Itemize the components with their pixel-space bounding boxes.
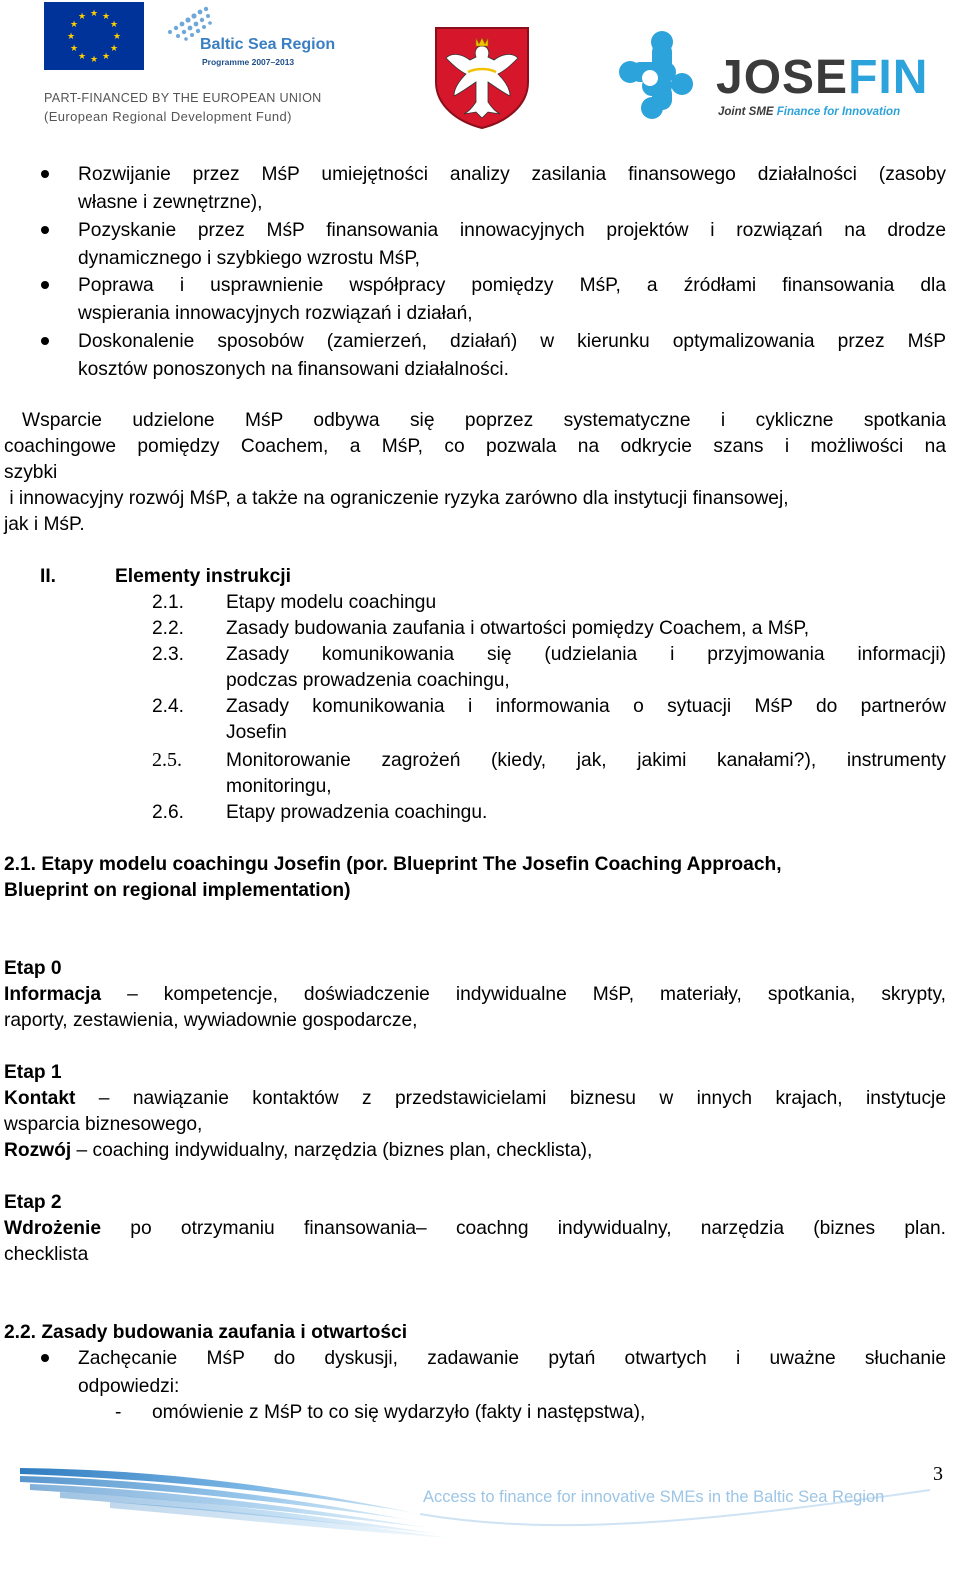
josefin-logo [608,30,929,122]
josefin-word-b: FIN [848,51,929,104]
bullet-icon [41,281,49,289]
stage-term: Rozwój [4,1140,72,1161]
eu-funding-line: PART-FINANCED BY THE EUROPEAN UNION [44,91,322,105]
bsr-programme: Programme 2007–2013 [202,57,295,67]
stage-line: wsparcia biznesowego, [4,1114,203,1135]
svg-text:★: ★ [77,52,87,62]
list-item-line: własne i zewnętrzne), [78,192,263,213]
stage-term: Informacja [4,984,102,1005]
toc-item: Zasady komunikowania się (udzielania i przyjmowania informacji) [226,644,946,665]
svg-text:★: ★ [109,44,119,54]
toc-item: podczas prowadzenia coachingu, [226,670,510,691]
list-item-line: Pozyskanie przez MśP finansowania innowacyjnych projektów i rozwiązań na drodze [78,220,946,241]
toc-number: 2.2. [152,618,185,639]
list-item-line: Doskonalenie sposobów (zamierzeń, działań) w kierunku optymalizowania przez MśP [78,331,946,352]
stage-label: Etap 2 [4,1192,62,1213]
paragraph-line: jak i MśP. [4,514,85,535]
toc-item: Monitorowanie zagrożeń (kiedy, jak, jakimi kanałami?), instrumenty [226,750,946,771]
section-title: Elementy instrukcji [115,566,291,587]
wave-decoration [0,1450,960,1586]
josefin-tagline [718,106,900,118]
toc-item: monitoringu, [226,776,332,797]
heading-line: Blueprint on regional implementation) [4,880,351,901]
svg-text:★: ★ [112,32,122,42]
list-item-line: kosztów ponoszonych na finansowani działalności. [78,359,509,380]
heading-2-2: 2.2. Zasady budowania zaufania i otwartości [4,1322,408,1343]
page-header [0,0,960,140]
bullet-icon [41,337,49,345]
josefin-tag-b: Finance for Innovation [776,106,901,118]
eu-logo-block [44,2,344,126]
coat-of-arms-logo [432,24,532,130]
stage-term: Wdrożenie [4,1218,102,1239]
stage-line [4,1219,946,1238]
list-item-line: Poprawa i usprawnienie współpracy pomiędzy MśP, a źródłami finansowania dla [78,275,946,296]
stage-line [4,1141,592,1160]
eu-fund-name: (European Regional Development Fund) [44,109,292,124]
paragraph-line: coachingowe pomiędzy Coachem, a MśP, co pozwala na odkrycie szans i możliwości na [4,436,946,457]
page-number: 3 [933,1463,943,1485]
josefin-wordmark [716,51,929,104]
page-footer [0,1450,960,1586]
svg-text:★: ★ [69,44,79,54]
eu-flag-logo [44,2,144,70]
svg-text:★: ★ [77,12,87,22]
toc-item: Etapy modelu coachingu [226,592,437,613]
svg-text:★: ★ [69,20,79,30]
stage-label: Etap 0 [4,958,62,979]
toc-number: 2.3. [152,644,185,665]
list-item-line: Zachęcanie MśP do dyskusji, zadawanie pytań otwartych i uważne słuchanie [78,1348,946,1369]
toc-number: 2.4. [152,696,185,717]
baltic-sea-region-logo [162,2,352,70]
toc-item: Zasady budowania zaufania i otwartości pomiędzy Coachem, a MśP, [226,618,810,639]
stage-label: Etap 1 [4,1062,62,1083]
list-item-line: dynamicznego i szybkiego wzrostu MśP, [78,248,420,269]
stage-line [4,1089,946,1108]
list-item-line: wspierania innowacyjnych rozwiązań i działań, [78,303,473,324]
bullet-icon [41,1354,49,1362]
stage-line: checklista [4,1244,89,1265]
josefin-word-a: JOSE [716,51,849,104]
stage-line [4,985,946,1004]
stage-line: raporty, zestawienia, wywiadownie gospodarcze, [4,1010,418,1031]
paragraph-line: i innowacyjny rozwój MśP, a także na ograniczenie ryzyka zarówno dla instytucji finansowej, [4,488,789,509]
toc-item: Etapy prowadzenia coachingu. [226,802,488,823]
paragraph-line: Wsparcie udzielone MśP odbywa się poprzez systematyczne i cykliczne spotkania [22,410,946,431]
bsr-title: Baltic Sea Region [200,36,336,53]
stage-text: – coaching indywidualny, narzędzia (biznes plan, checklista), [71,1140,593,1161]
svg-text:★: ★ [89,9,99,19]
list-subitem: omówienie z MśP to co się wydarzyło (fakty i następstwa), [152,1402,646,1423]
heading-line: 2.1. Etapy modelu coachingu Josefin (por. Blueprint The Josefin Coaching Approach, [4,854,782,875]
svg-text:★: ★ [109,20,119,30]
stage-text: – kompetencje, doświadczenie indywidualne MśP, materiały, spotkania, skrypty, [101,984,946,1005]
toc-number: 2.5. [152,749,182,771]
toc-item: Josefin [226,722,287,743]
svg-text:★: ★ [101,52,111,62]
paragraph-line: szybki [4,462,58,483]
list-item-line: odpowiedzi: [78,1376,180,1397]
footer-tagline: Access to finance for innovative SMEs in the Baltic Sea Region [423,1488,885,1506]
josefin-tag-a: Joint SME [718,106,777,118]
svg-text:★: ★ [89,55,99,65]
toc-number: 2.1. [152,592,185,613]
svg-text:★: ★ [101,12,111,22]
stage-text: po otrzymaniu finansowania– coachng indywidualny, narzędzia (biznes plan. [101,1218,946,1239]
stage-term: Kontakt [4,1088,76,1109]
toc-item: Zasady komunikowania i informowania o sytuacji MśP do partnerów [226,696,946,717]
section-numeral: II. [40,566,56,587]
stage-text: – nawiązanie kontaktów z przedstawicielami biznesu w innych krajach, instytucje [75,1088,946,1109]
svg-text:★: ★ [66,32,76,42]
bullet-icon [41,170,49,178]
toc-number: 2.6. [152,802,185,823]
bullet-icon [41,226,49,234]
list-item-line: Rozwijanie przez MśP umiejętności analizy zasilania finansowego działalności (zasoby [78,164,946,185]
dash-marker: - [115,1402,122,1423]
